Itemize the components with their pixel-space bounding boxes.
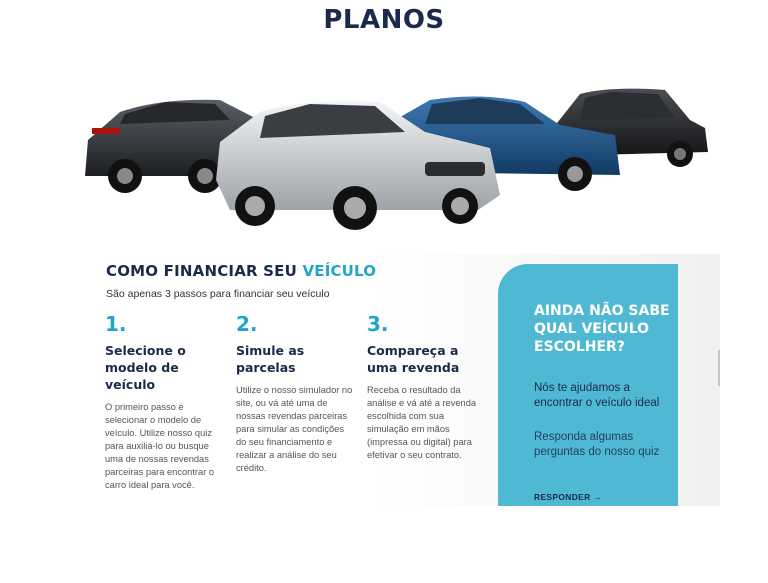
step-title: Compareça a uma revenda bbox=[367, 343, 460, 375]
step-text: Utilize o nosso simulador no site, ou vá até uma de nossas revendas parceiras para simular as condições do seu financiamento e realizar a análise do seu crédito. bbox=[236, 385, 353, 473]
step-title: Simule as parcelas bbox=[236, 343, 305, 375]
quiz-card-title: AINDA NÃO SABE QUAL VEÍCULO ESCOLHER? bbox=[534, 303, 670, 355]
page-title: PLANOS bbox=[323, 5, 445, 35]
quiz-card-subtext: Responda algumas perguntas do nosso quiz bbox=[534, 431, 660, 458]
how-to-title bbox=[106, 262, 376, 280]
step-2 bbox=[236, 312, 354, 475]
how-to-title-accent: VEÍCULO bbox=[302, 262, 377, 280]
step-number: 2. bbox=[236, 312, 258, 336]
how-to-subtitle: São apenas 3 passos para financiar seu veículo bbox=[106, 288, 330, 300]
step-title: Selecione o modelo de veículo bbox=[105, 343, 186, 392]
step-1 bbox=[105, 312, 225, 492]
step-3 bbox=[367, 312, 485, 462]
step-number: 3. bbox=[367, 312, 389, 336]
respond-quiz-link[interactable]: RESPONDER → bbox=[534, 492, 603, 502]
quiz-card-lead: Nós te ajudamos a encontrar o veículo ideal bbox=[534, 382, 660, 409]
step-number: 1. bbox=[105, 312, 127, 336]
how-to-title-main: COMO FINANCIAR SEU bbox=[106, 262, 303, 280]
scrollbar-thumb[interactable] bbox=[718, 350, 720, 386]
step-text: Receba o resultado da análise e vá até a revenda escolhida com sua simulação em mãos (impressa ou digital) para efetivar o seu contrato. bbox=[367, 385, 477, 460]
step-text: O primeiro passo é selecionar o modelo de veículo. Utilize nosso quiz para auxiliá-lo ou busque uma de nossas revendas parceiras para encontrar o carro ideal para você. bbox=[105, 402, 215, 490]
quiz-card bbox=[498, 264, 678, 506]
cars-hero-image bbox=[80, 80, 720, 240]
